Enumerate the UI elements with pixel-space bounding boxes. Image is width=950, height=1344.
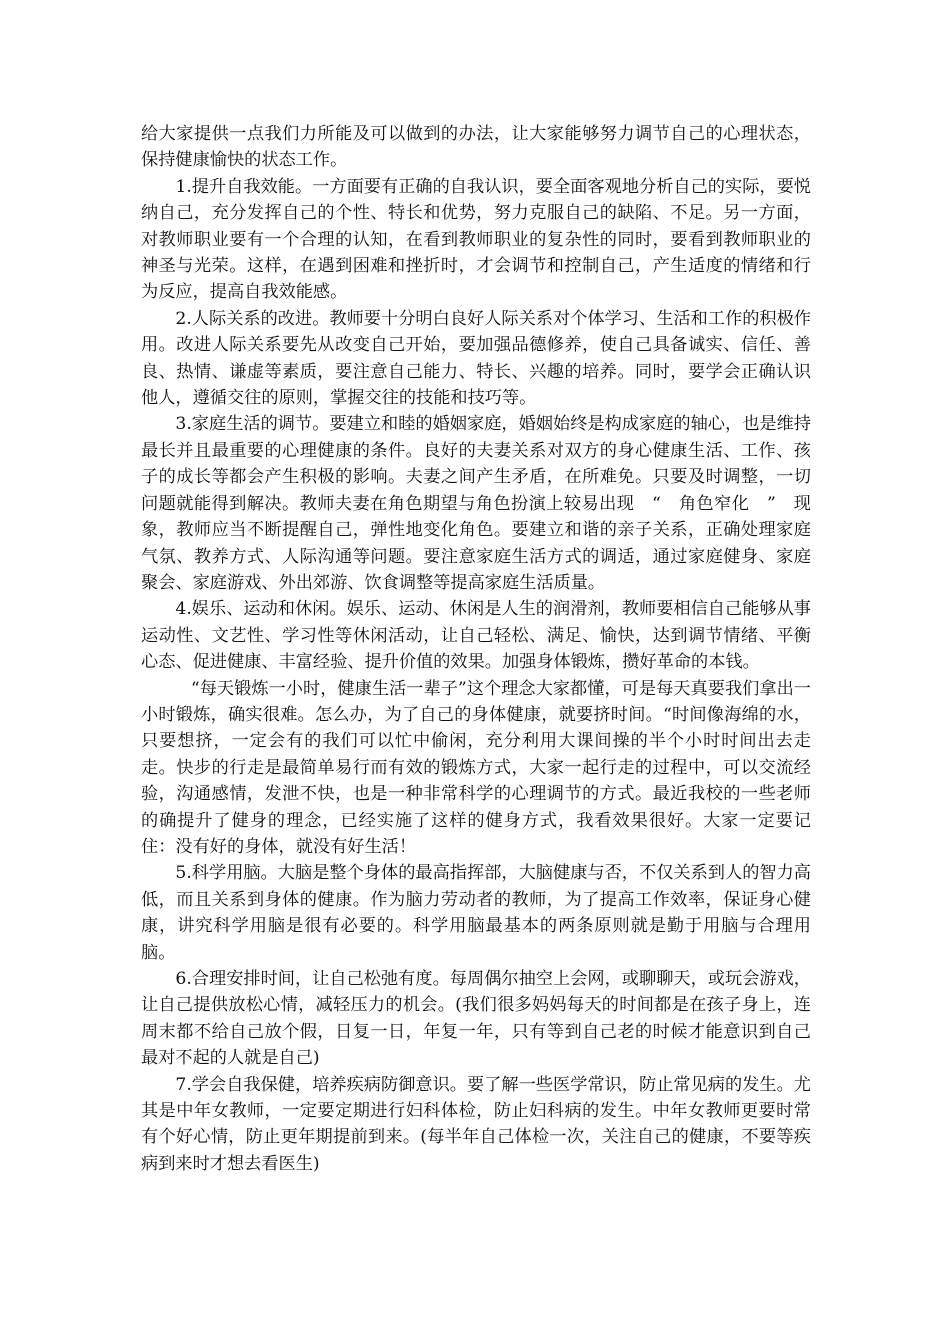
section-interpersonal: 2.人际关系的改进。教师要十分明白良好人际关系对个体学习、生活和工作的积极作用。改进人际关系要先从改变自己开始，要加强品德修养，使自己具备诚实、信任、善良、热情、谦虚等素质，要注意自己能力、特长、兴趣的培养。同时，要学会正确认识他人，遵循交往的原则，掌握交往的技能和技巧等。 bbox=[141, 308, 811, 409]
section-self-efficacy: 1.提升自我效能。一方面要有正确的自我认识，要全面客观地分析自己的实际，要悦纳自己，充分发挥自己的个性、特长和优势，努力克服自己的缺陷、不足。另一方面，对教师职业要有一个合理的认知，在看到教师职业的复杂性的同时，要看到教师职业的神圣与光荣。这样，在遇到困难和挫折时，才会调节和控制自己，产生适度的情绪和行为反应，提高自我效能感。 bbox=[141, 176, 811, 303]
section-family-life: 3.家庭生活的调节。要建立和睦的婚姻家庭，婚姻始终是构成家庭的轴心，也是维持最长并且最重要的心理健康的条件。良好的夫妻关系对双方的身心健康生活、工作、孩子的成长等都会产生积极的影响。夫妻之间产生矛盾，在所难免。只要及时调整，一切问题就能得到解决。教师夫妻在角色期望与角色扮演上较易出现 “ 角色窄化 ” 现象，教师应当不断提醒自己，弹性地变化角色。要建立和谐的亲子关系，正确处理家庭气氛、教养方式、人际沟通等问题。要注意家庭生活方式的调适，通过家庭健身、家庭聚会、家庭游戏、外出郊游、饮食调整等提高家庭生活质量。 bbox=[141, 414, 811, 593]
section-brain-use: 5.科学用脑。大脑是整个身体的最高指挥部，大脑健康与否，不仅关系到人的智力高低，而且关系到身体的健康。作为脑力劳动者的教师，为了提高工作效率，保证身心健康，讲究科学用脑是很有必要的。科学用脑最基本的两条原则就是勤于用脑与合理用脑。 bbox=[141, 863, 811, 963]
exercise-paragraph: “每天锻炼一小时，健康生活一辈子”这个理念大家都懂，可是每天真要我们拿出一小时锻炼，确实很难。怎么办，为了自己的身体健康，就要挤时间。“时间像海绵的水，只要想挤，一定会有的我们可以忙中偷闲，充分利用大课间操的半个小时时间出去走走。快步的行走是最简单易行而有效的锻炼方式，大家一起行走的过程中，可以交流经验，沟通感情，发泄不快，也是一种非常科学的心理调节的方式。最近我校的一些老师的确提升了健身的理念，已经实施了这样的健身方式，我看效果很好。大家一定要记住：没有好的身体，就没有好生活！ bbox=[141, 678, 811, 857]
section-leisure: 4.娱乐、运动和休闲。娱乐、运动、休闲是人生的润滑剂，教师要相信自己能够从事运动性、文艺性、学习性等休闲活动，让自己轻松、满足、愉快，达到调节情绪、平衡心态、促进健康、丰富经验、提升价值的效果。加强身体锻炼，攒好革命的本钱。 bbox=[141, 599, 811, 673]
section-time-management: 6.合理安排时间，让自己松弛有度。每周偶尔抽空上会网，或聊聊天，或玩会游戏，让自己提供放松心情，减轻压力的机会。(我们很多妈妈每天的时间都是在孩子身上，连周末都不给自己放个假，日复一日，年复一年，只有等到自己老的时候才能意识到自己最对不起的人就是自己) bbox=[141, 969, 811, 1069]
section-health-care: 7.学会自我保健，培养疾病防御意识。要了解一些医学常识，防止常见病的发生。尤其是中年女教师，一定要定期进行妇科体检，防止妇科病的发生。中年女教师更要时常有个好心情，防止更年期提前到来。(每半年自己体检一次，关注自己的健康，不要等疾病到来时才想去看医生) bbox=[141, 1074, 811, 1174]
intro-paragraph: 给大家提供一点我们力所能及可以做到的办法，让大家能够努力调节自己的心理状态，保持健康愉快的状态工作。 bbox=[141, 124, 811, 171]
document-page bbox=[141, 121, 811, 1177]
